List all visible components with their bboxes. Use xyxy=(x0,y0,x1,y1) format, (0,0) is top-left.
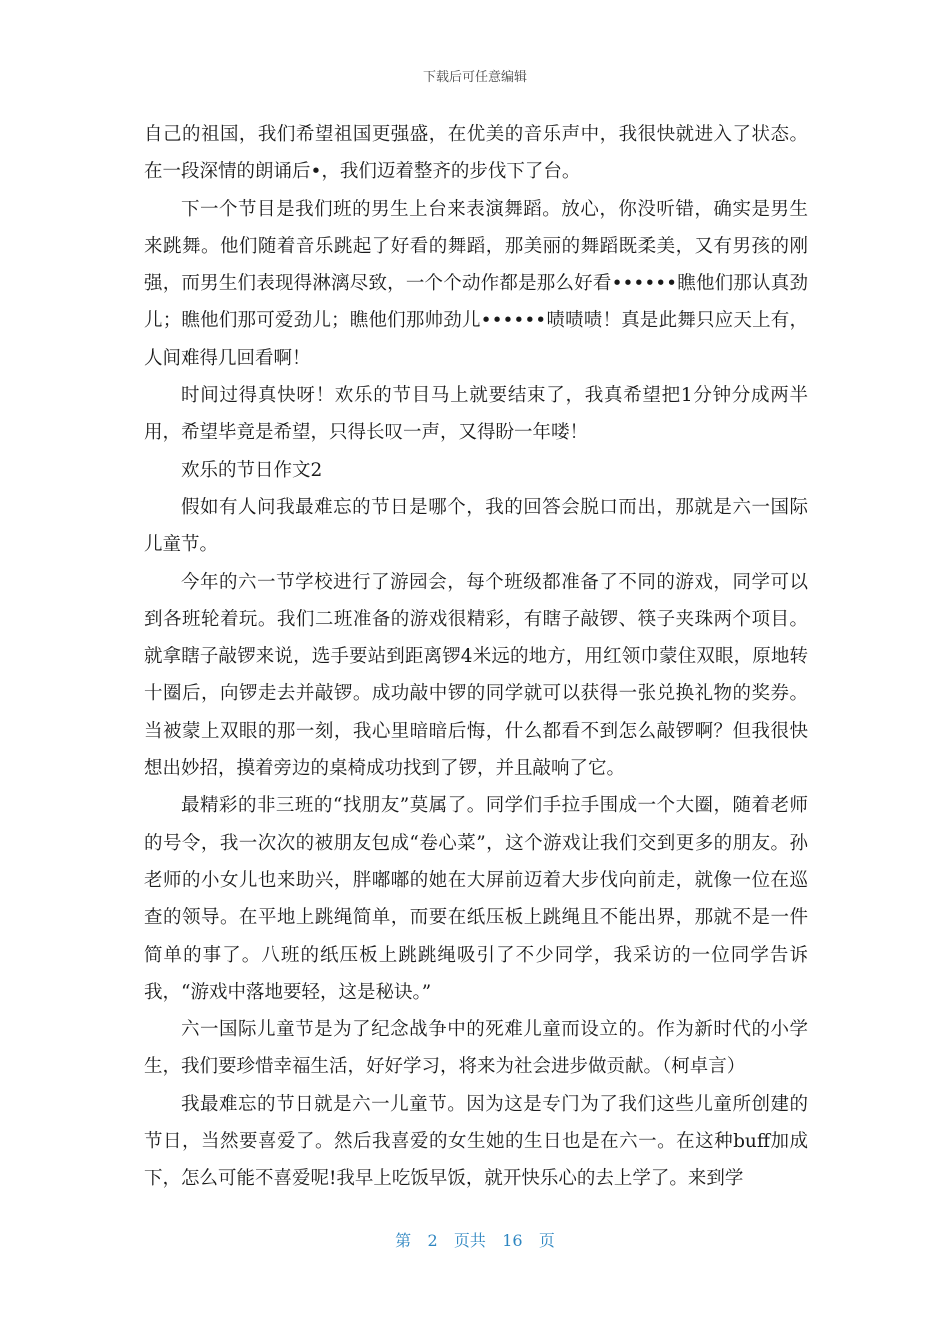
page-footer-prefix: 第 xyxy=(395,1231,412,1250)
document-body xyxy=(144,116,808,1198)
paragraph: 下一个节目是我们班的男生上台来表演舞蹈。放心，你没听错，确实是男生来跳舞。他们随着音乐跳起了好看的舞蹈，那美丽的舞蹈既柔美，又有男孩的刚强，而男生们表现得淋漓尽致，一个个动作都是那么好看••••••瞧他们那认真劲儿；瞧他们那可爱劲儿；瞧他们那帅劲儿••••••啧啧啧！真是此舞只应天上有，人间难得几回看啊！ xyxy=(144,198,808,369)
paragraph: 时间过得真快呀！欢乐的节目马上就要结束了，我真希望把1分钟分成两半用，希望毕竟是希望，只得长叹一声，又得盼一年喽！ xyxy=(144,385,808,444)
paragraph: 今年的六一节学校进行了游园会，每个班级都准备了不同的游戏，同学可以到各班轮着玩。我们二班准备的游戏很精彩，有瞎子敲锣、筷子夹珠两个项目。就拿瞎子敲锣来说，选手要站到距离锣4米远的地方，用红领巾蒙住双眼，原地转十圈后，向锣走去并敲锣。成功敲中锣的同学就可以获得一张兑换礼物的奖券。当被蒙上双眼的那一刻，我心里暗暗后悔，什么都看不到怎么敲锣啊？但我很快想出妙招，摸着旁边的桌椅成功找到了锣，并且敲响了它。 xyxy=(144,571,808,780)
paragraph: 假如有人问我最难忘的节日是哪个，我的回答会脱口而出，那就是六一国际儿童节。 xyxy=(144,496,808,556)
page-footer-middle: 页共 xyxy=(453,1231,486,1250)
page-footer xyxy=(0,1228,950,1251)
paragraph: 最精彩的非三班的“找朋友”莫属了。同学们手拉手围成一个大圈，随着老师的号令，我一次次的被朋友包成“卷心菜”，这个游戏让我们交到更多的朋友。孙老师的小女儿也来助兴，胖嘟嘟的她在大屏前迈着大步伐向前走，就像一位在巡查的领导。在平地上跳绳简单，而要在纸压板上跳绳且不能出界，那就不是一件简单的事了。八班的纸压板上跳跳绳吸引了不少同学，我采访的一位同学告诉我，“游戏中落地要轻，这是秘诀。” xyxy=(144,795,808,1003)
paragraph: 我最难忘的节日就是六一儿童节。因为这是专门为了我们这些儿童所创建的节日，当然要喜爱了。然后我喜爱的女生她的生日也是在六一。在这种buff加成下，怎么可能不喜爱呢!我早上吃饭早饭，就开快乐心的去上学了。来到学 xyxy=(144,1093,808,1190)
page-footer-suffix: 页 xyxy=(538,1231,555,1250)
section-heading: 欢乐的节日作文2 xyxy=(181,459,323,481)
paragraph: 六一国际儿童节是为了纪念战争中的死难儿童而设立的。作为新时代的小学生，我们要珍惜幸福生活，好好学习，将来为社会进步做贡献。（柯卓言） xyxy=(144,1019,808,1078)
page-header: 下载后可任意编辑 xyxy=(422,70,527,85)
page-total: 16 xyxy=(502,1231,523,1250)
paragraph: 自己的祖国，我们希望祖国更强盛，在优美的音乐声中，我很快就进入了状态。在一段深情的朗诵后•，我们迈着整齐的步伐下了台。 xyxy=(144,124,808,183)
page-number: 2 xyxy=(427,1231,438,1250)
